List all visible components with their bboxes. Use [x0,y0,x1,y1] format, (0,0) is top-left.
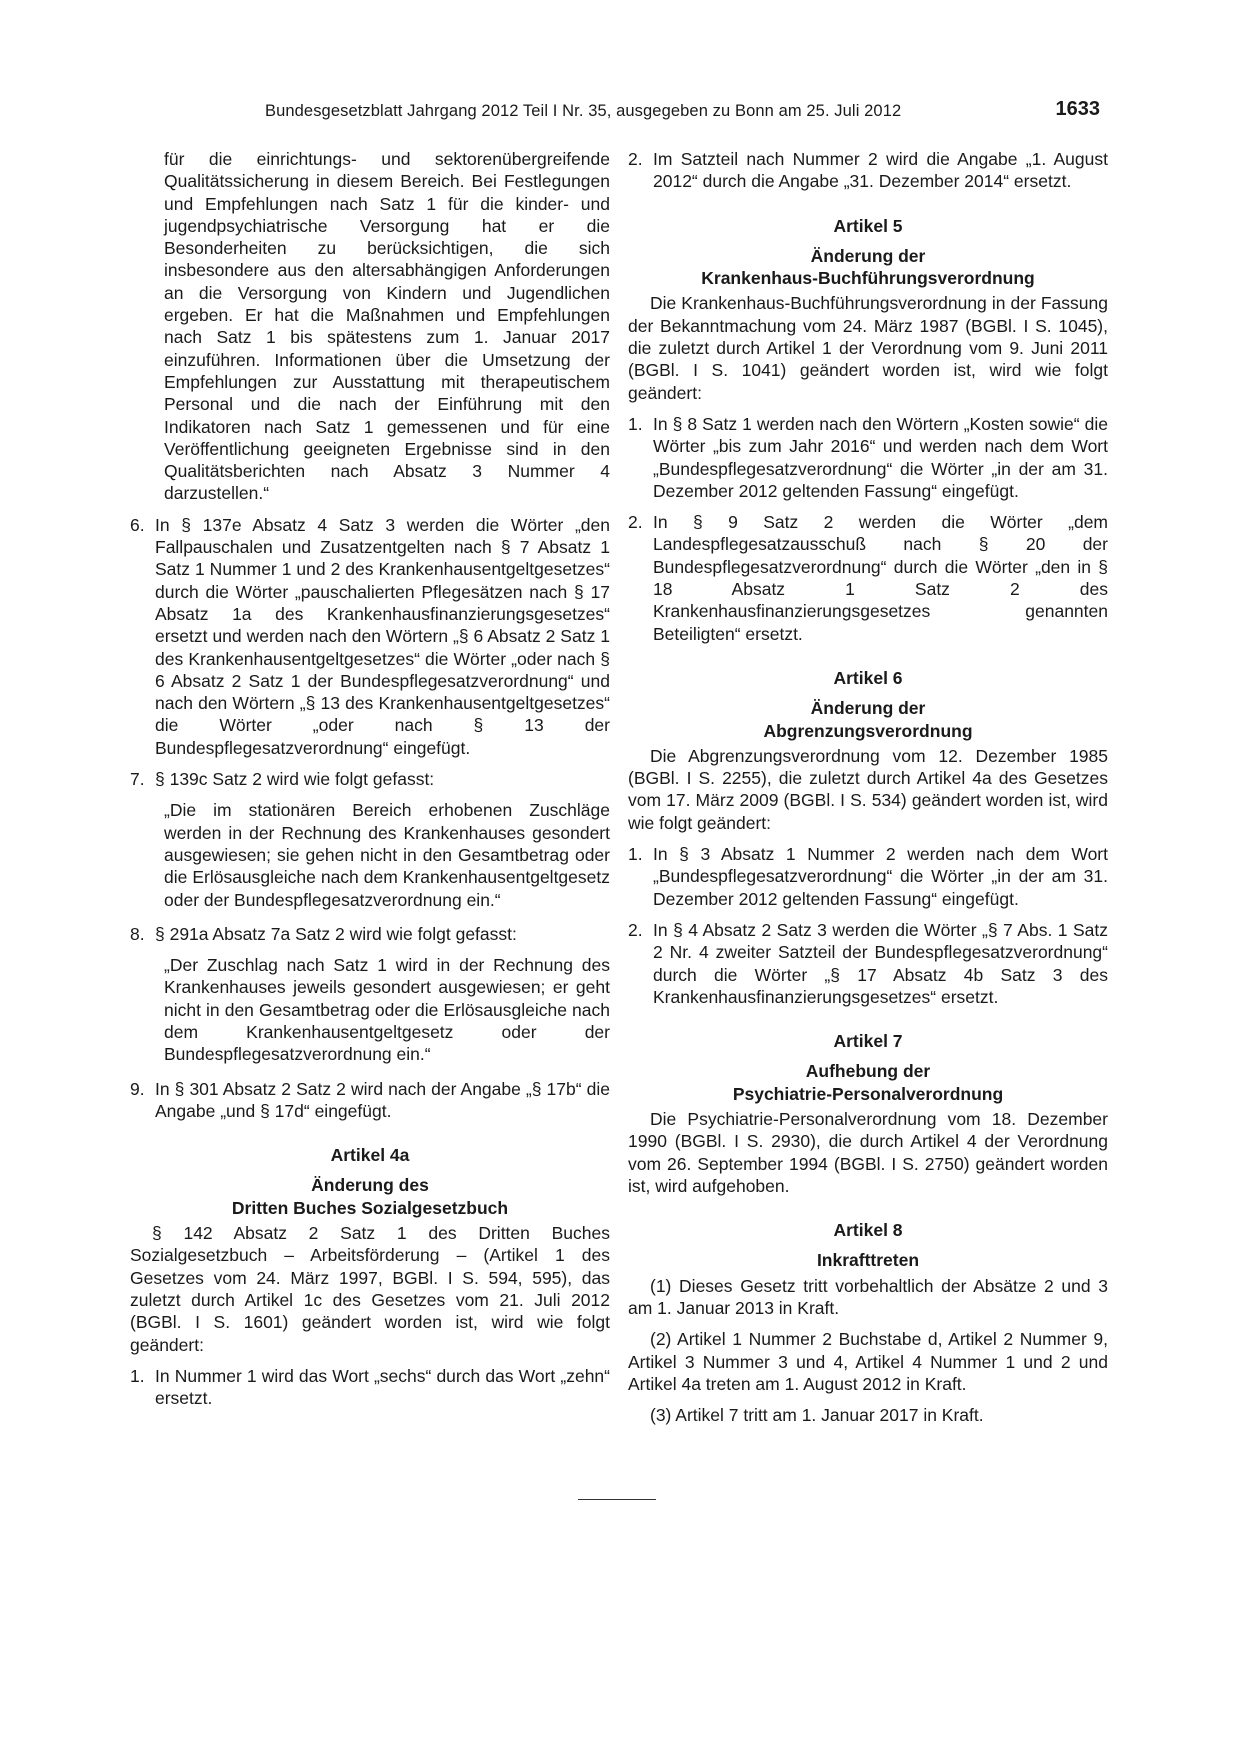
paragraph: (2) Artikel 1 Nummer 2 Buchstabe d, Artikel 2 Nummer 9, Artikel 3 Nummer 3 und 4, Artikel 4 Nummer 1 und 2 und Artikel 4a treten am 1. August 2012 in Kraft. [628,1329,1108,1394]
page-number: 1633 [1055,98,1100,120]
item-text: Im Satzteil nach Nummer 2 wird die Angabe „1. August 2012“ durch die Angabe „31. Dezember 2014“ ersetzt. [653,149,1108,192]
article-title-line: Abgrenzungsverordnung [763,720,973,741]
closing-rule [578,1499,656,1500]
right-column [628,148,1108,1436]
article-title-line: Änderung der [810,698,926,719]
item-number: 2. [628,919,643,940]
item-number: 6. [130,514,145,535]
article-text: Die Psychiatrie-Personalverordnung vom 18. Dezember 1990 (BGBl. I S. 2930), die durch Artikel 4 der Verordnung vom 26. September 1994 (BGBl. I S. 2750) geändert worden ist, wird aufgehoben. [628,1108,1108,1196]
item-number: 2. [628,512,643,533]
list-item [130,514,610,759]
item-number: 1. [628,844,643,865]
paragraph: (1) Dieses Gesetz tritt vorbehaltlich der Absätze 2 und 3 am 1. Januar 2013 in Kraft. [628,1275,1108,1319]
article-title-line: Aufhebung der [805,1061,931,1082]
article-intro: Die Krankenhaus-Buchführungsverordnung in der Fassung der Bekanntmachung vom 24. März 1987 (BGBl. I S. 1045), die zuletzt durch Artikel 1 der Verordnung vom 9. Juni 2011 (BGBl. I S. 1041) geändert worden ist, wird wie folgt geändert: [628,293,1108,403]
list-item [628,511,1108,645]
quote-block: „Der Zuschlag nach Satz 1 wird in der Rechnung des Krankenhauses jeweils gesondert ausgewiesen; er geht nicht in den Gesamtbetrag oder die Erlösausgleiche nach dem Krankenhausentgeltgesetz oder der Bundespflegesatzverordnung ein.“ [164,955,610,1065]
list-item [130,768,610,790]
running-title: Bundesgesetzblatt Jahrgang 2012 Teil I Nr. 35, ausgegeben zu Bonn am 25. Juli 2012 [265,102,902,120]
article-label: Artikel 8 [833,1220,903,1241]
item-text: In § 8 Satz 1 werden nach den Wörtern „Kosten sowie“ die Wörter „bis zum Jahr 2016“ und werden nach dem Wort „Bundespflegesatzverordnung“ die Wörter „in der am 31. Dezember 2012 geltenden Fassung“ eingefügt. [653,413,1108,501]
item-number: 9. [130,1078,145,1099]
continued-paragraph: für die einrichtungs- und sektorenübergreifende Qualitätssicherung in diesem Bereich. Bei Festlegungen und Empfehlungen nach Satz 1 für die kinder- und jugendpsychiatrische Versorgung hat er die Besonderheiten zu berücksichtigen, die sich insbesondere aus den altersabhängigen Anforderungen an die Versorgung von Kindern und Jugendlichen ergeben. Er hat die Maßnahmen und Empfehlungen nach Satz 1 bis spätestens zum 1. Januar 2017 einzuführen. Informationen über die Umsetzung der Empfehlungen zur Ausstattung mit therapeutischem Personal und die nach der Einführung mit den Indikatoren nach Satz 1 gemessenen und für eine Veröffentlichung geeigneten Ergebnisse sind in den Qualitätsberichten nach Absatz 3 Nummer 4 darzustellen.“ [164,149,610,504]
list-item [628,413,1108,502]
item-text: In § 9 Satz 2 werden die Wörter „dem Landespflegesatzausschuß nach § 20 der Bundespflegesatzverordnung“ durch die Wörter „den in § 18 Absatz 1 Satz 2 des Krankenhausfinanzierungsgesetzes genannten Beteiligten“ ersetzt. [653,512,1108,644]
list-item [628,919,1108,1008]
item-number: 8. [130,923,145,944]
quote-block: „Die im stationären Bereich erhobenen Zuschläge werden in der Rechnung des Krankenhauses gesondert ausgewiesen; sie gehen nicht in den Gesamtbetrag oder die Erlösausgleiche nach dem Krankenhausentgeltgesetz oder der Bundespflegesatzverordnung ein.“ [164,800,610,910]
article-title-line: Psychiatrie-Personalverordnung [732,1083,1004,1104]
item-text: In § 301 Absatz 2 Satz 2 wird nach der Angabe „§ 17b“ die Angabe „und § 17d“ eingefügt. [155,1078,610,1121]
paragraph: (3) Artikel 7 tritt am 1. Januar 2017 in Kraft. [650,1405,984,1426]
article-label: Artikel 4a [330,1145,410,1166]
left-column [130,148,610,1418]
item-text: § 139c Satz 2 wird wie folgt gefasst: [155,769,435,790]
list-item [130,1078,610,1123]
item-text: In § 3 Absatz 1 Nummer 2 werden nach dem Wort „Bundespflegesatzverordnung“ die Wörter „in der am 31. Dezember 2012 geltenden Fassung“ eingefügt. [653,844,1108,909]
item-number: 1. [628,413,643,434]
list-item [130,923,610,945]
article-intro: Die Abgrenzungsverordnung vom 12. Dezember 1985 (BGBl. I S. 2255), die zuletzt durch Artikel 4a des Gesetzes vom 17. März 2009 (BGBl. I S. 534) geändert worden ist, wird wie folgt geändert: [628,745,1108,833]
list-item [628,148,1108,193]
article-label: Artikel 6 [833,667,903,688]
article-label: Artikel 7 [833,1031,903,1052]
item-text: In § 4 Absatz 2 Satz 3 werden die Wörter „§ 7 Abs. 1 Satz 2 Nr. 4 zweiter Satzteil der Bundespflegesatzverordnung“ durch die Wörter „§ 17 Absatz 4b Satz 3 des Krankenhausfinanzierungsgesetzes“ ersetzt. [653,919,1108,1007]
article-intro: § 142 Absatz 2 Satz 1 des Dritten Buches Sozialgesetzbuch – Arbeitsförderung – (Artikel 1 des Gesetzes vom 24. März 1997, BGBl. I S. 594, 595), das zuletzt durch Artikel 1c des Gesetzes vom 21. Juli 2012 (BGBl. I S. 1601) geändert worden ist, wird wie folgt geändert: [130,1223,610,1355]
item-text: In § 137e Absatz 4 Satz 3 werden die Wörter „den Fallpauschalen und Zusatzentgelten nach § 7 Absatz 1 Satz 1 Nummer 1 und 2 des Krankenhausentgeltgesetzes“ durch die Wörter „pauschalierten Pflegesätzen nach § 17 Absatz 1a des Krankenhausfinanzierungsgesetzes“ ersetzt und werden nach den Wörtern „§ 6 Absatz 2 Satz 1 des Krankenhausentgeltgesetzes“ die Wörter „oder nach § 6 Absatz 2 Satz 1 der Bundespflegesatzverordnung“ und nach den Wörtern „§ 13 des Krankenhausentgeltgesetzes“ die Wörter „oder nach § 13 der Bundespflegesatzverordnung“ eingefügt. [155,514,610,758]
list-item [628,843,1108,910]
item-text: § 291a Absatz 7a Satz 2 wird wie folgt gefasst: [155,923,517,944]
article-title-line: Dritten Buches Sozialgesetzbuch [231,1197,509,1218]
article-title-line: Krankenhaus-Buchführungsverordnung [701,268,1035,289]
item-number: 7. [130,769,145,790]
item-number: 2. [628,149,643,169]
article-title: Inkrafttreten [816,1250,920,1271]
page-header [130,88,1100,132]
list-item [130,1365,610,1410]
item-text: In Nummer 1 wird das Wort „sechs“ durch das Wort „zehn“ ersetzt. [155,1365,610,1409]
article-title-line: Änderung des [311,1175,429,1196]
item-number: 1. [130,1365,145,1386]
article-title-line: Änderung der [810,245,926,266]
article-label: Artikel 5 [833,215,903,236]
